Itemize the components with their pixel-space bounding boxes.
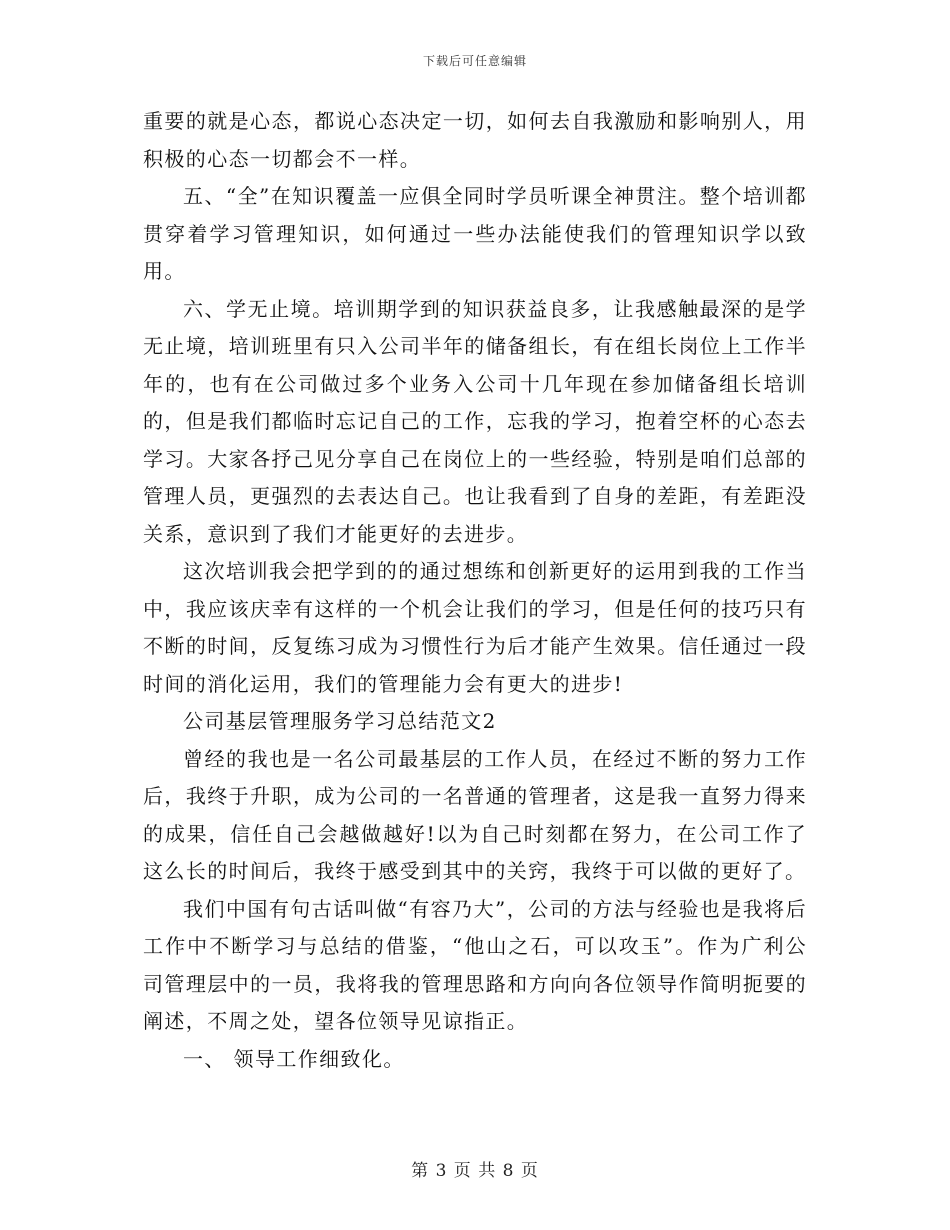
paragraph-point-six: 六、学无止境。培训期学到的知识获益良多，让我感触最深的是学无止境，培训班里有只入公司半年的储备组长，有在组长岗位上工作半年的，也有在公司做过多个业务入公司十几年现在参加储备组长培训的，但是我们都临时忘记自己的工作，忘我的学习，抱着空杯的心态去学习。大家各抒己见分享自己在岗位上的一些经验，特别是咱们总部的管理人员，更强烈的去表达自己。也让我看到了自身的差距，有差距没关系，意识到了我们才能更好的去进步。 — [143, 296, 807, 546]
section-title: 公司基层管理服务学习总结范文2 — [183, 709, 497, 733]
paragraph-point-one: 一、 领导工作细致化。 — [183, 1046, 405, 1071]
paragraph-proverb: 我们中国有句古话叫做“有容乃大”，公司的方法与经验也是我将后工作中不断学习与总结的借鉴，“他山之石，可以攻玉”。作为广利公司管理层中的一员，我将我的管理思路和方向向各位领导作简明扼要的阐述，不周之处，望各位领导见谅指正。 — [143, 896, 807, 1033]
paragraph-point-five: 五、“全”在知识覆盖一应俱全同时学员听课全神贯注。整个培训都贯穿着学习管理知识，如何通过一些办法能使我们的管理知识学以致用。 — [143, 184, 807, 283]
paragraph-experience: 曾经的我也是一名公司最基层的工作人员，在经过不断的努力工作后，我终于升职，成为公司的一名普通的管理者，这是我一直努力得来的成果，信任自己会越做越好!以为自己时刻都在努力，在公司工作了这么长的时间后，我终于感受到其中的关窍，我终于可以做的更好了。 — [143, 746, 807, 883]
page-header: 下载后可任意编辑 — [422, 54, 527, 68]
document-body — [143, 103, 807, 1078]
paragraph-continuation: 重要的就是心态，都说心态决定一切，如何去自我激励和影响别人，用积极的心态一切都会不一样。 — [143, 109, 807, 171]
page-footer: 第 3 页 共 8 页 — [411, 1161, 539, 1181]
paragraph-training-summary: 这次培训我会把学到的的通过想练和创新更好的运用到我的工作当中，我应该庆幸有这样的一个机会让我们的学习，但是任何的技巧只有不断的时间，反复练习成为习惯性行为后才能产生效果。信任通过一段时间的消化运用，我们的管理能力会有更大的进步! — [143, 559, 807, 696]
